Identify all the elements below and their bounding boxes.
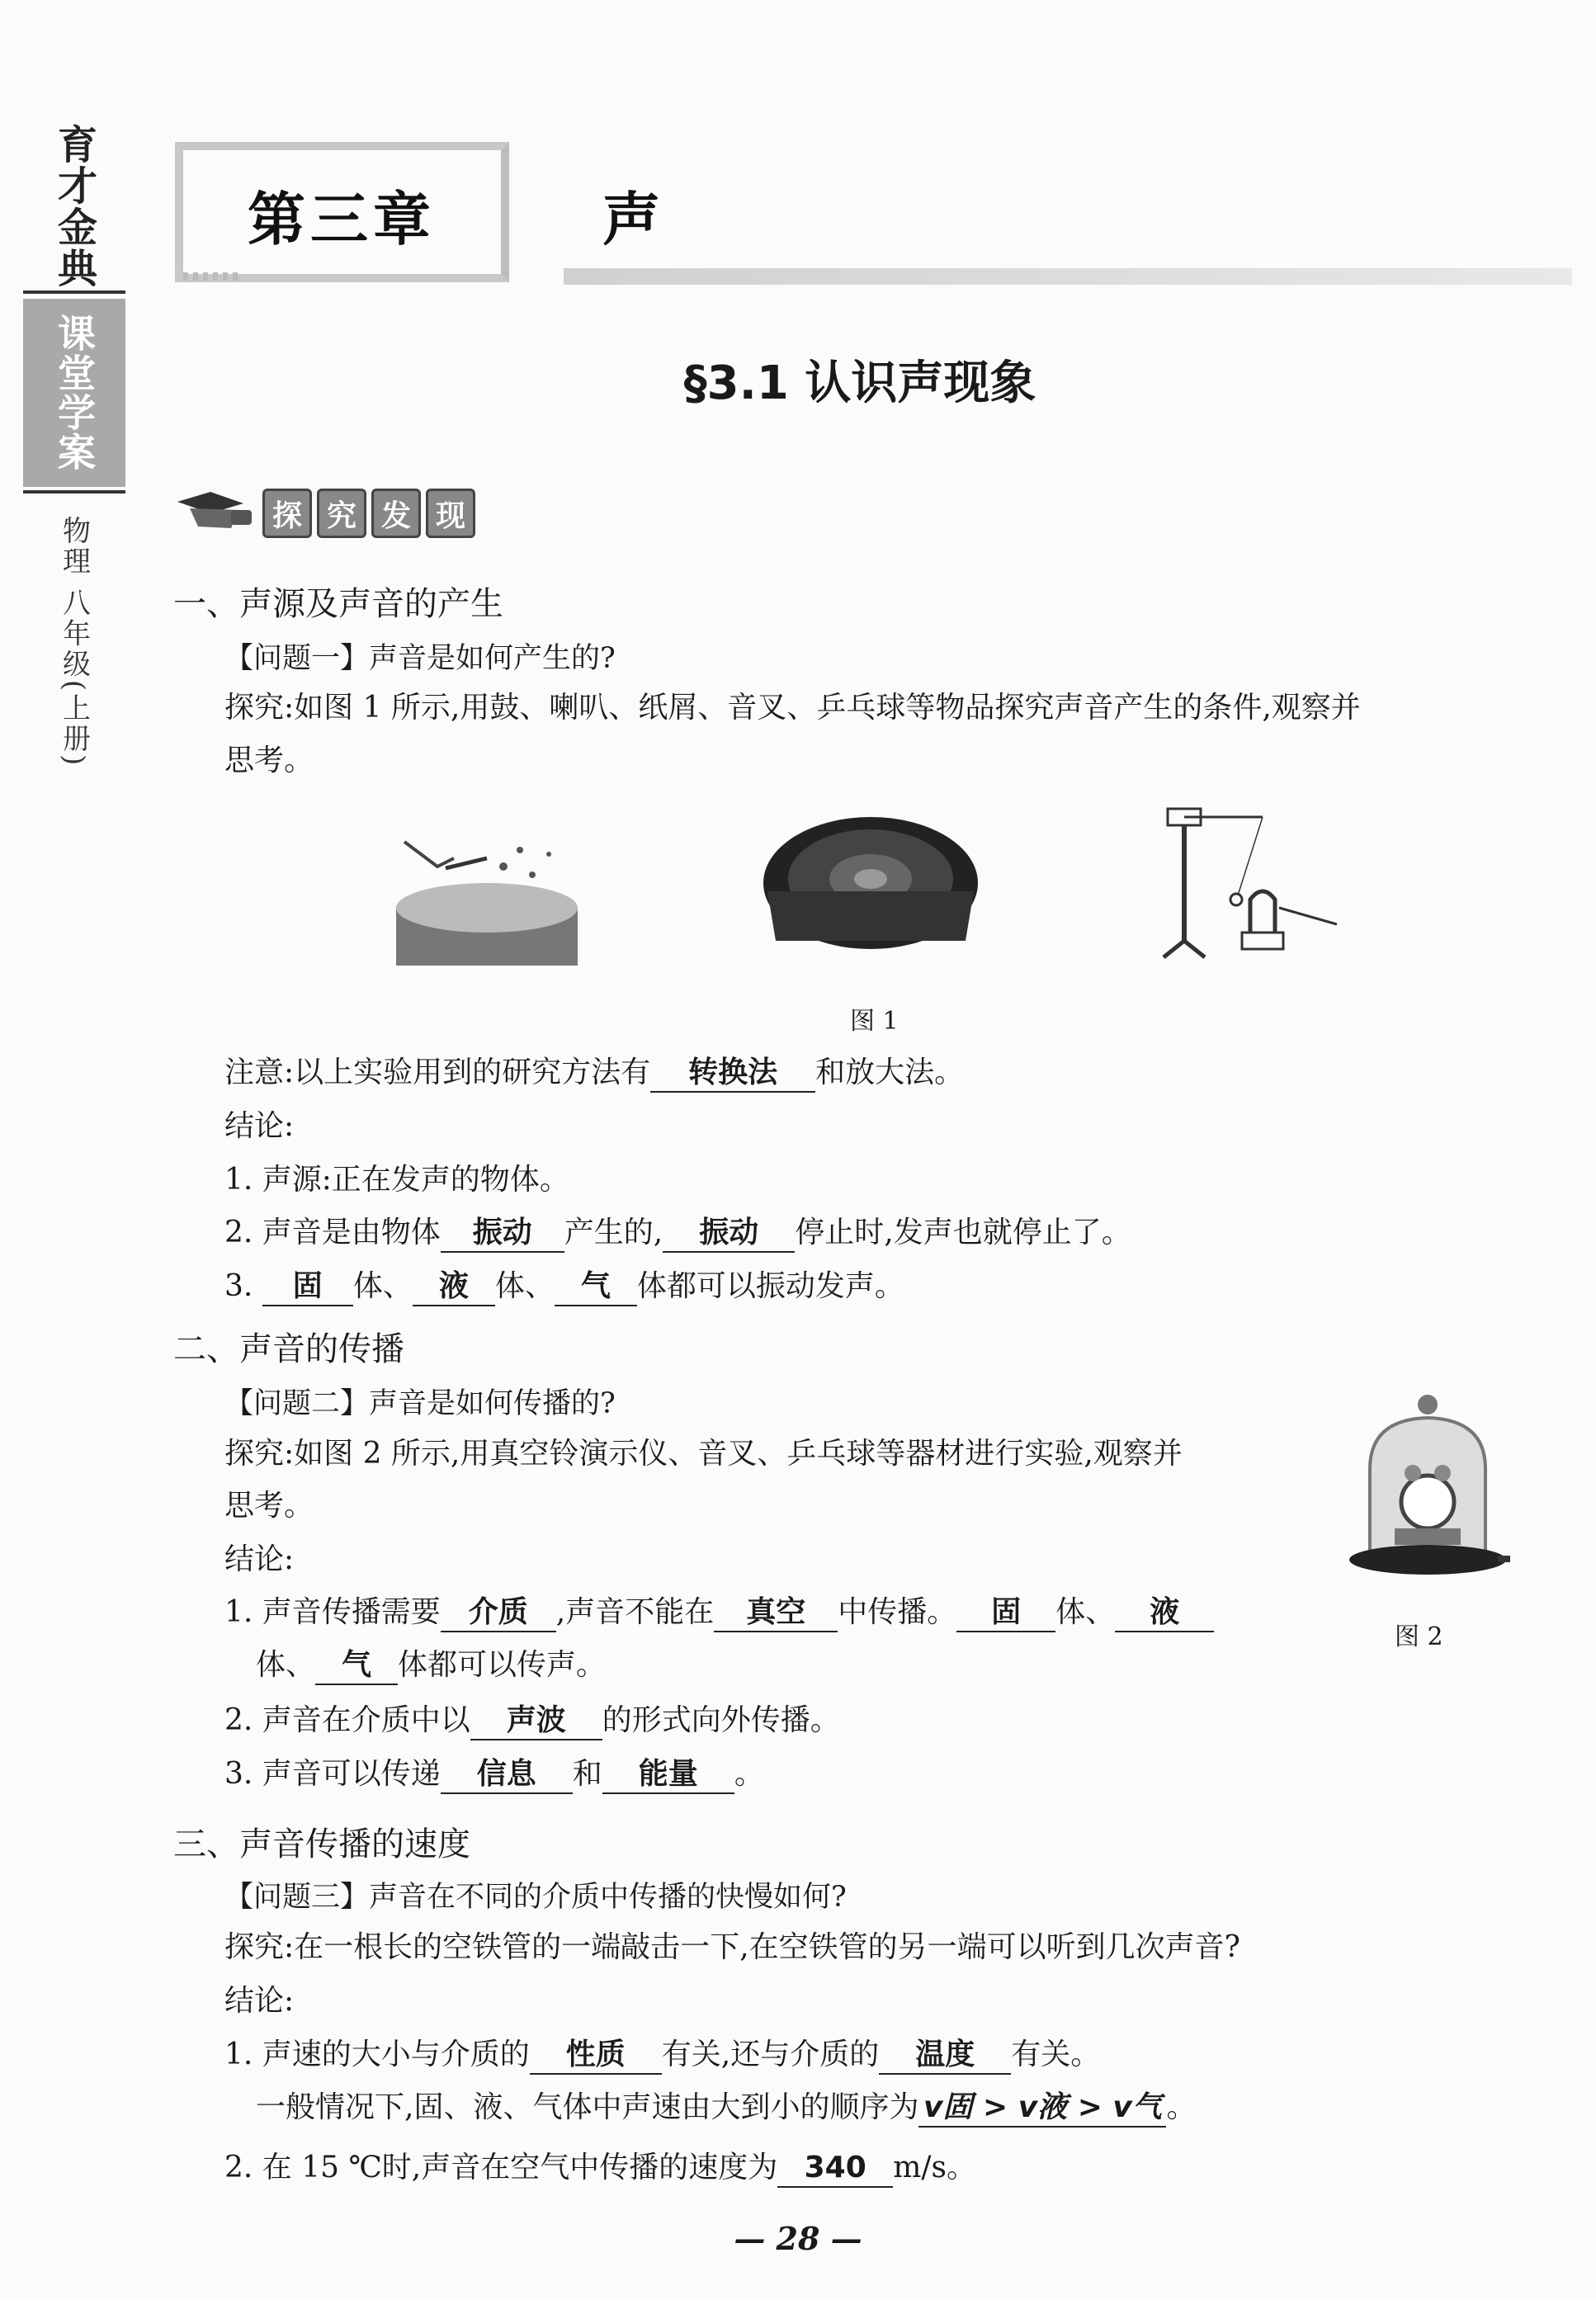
section-heading: 二、声音的传播 xyxy=(173,1330,404,1368)
figure-caption: 图 1 xyxy=(850,1007,899,1036)
conclusion-label: 结论: xyxy=(224,1984,295,2018)
tuning-fork-illustration xyxy=(1147,792,1362,974)
answer-blank: 介质 xyxy=(441,1594,556,1632)
conclusion-item: 3. 声音可以传递 信息 和 能量 。 xyxy=(224,1756,764,1794)
conclusion-item: 1. 声速的大小与介质的 性质 有关,还与介质的 温度 有关。 xyxy=(224,2037,1100,2075)
answer-blank: 340 xyxy=(777,2150,893,2188)
question: 【问题二】声音是如何传播的? xyxy=(224,1387,616,1420)
conclusion-item: 2. 声音在介质中以 声波 的形式向外传播。 xyxy=(224,1703,840,1740)
question: 【问题三】声音在不同的介质中传播的快慢如何? xyxy=(224,1881,847,1914)
conclusion-label: 结论: xyxy=(224,1542,295,1576)
question: 【问题一】声音是如何产生的? xyxy=(224,642,616,675)
section-heading: 三、声音传播的速度 xyxy=(173,1825,470,1863)
figure-caption: 图 2 xyxy=(1395,1622,1443,1651)
chapter-number: 第三章 xyxy=(248,186,436,253)
answer-blank: 真空 xyxy=(714,1594,838,1632)
subject-label: 物理 八年级(上册) xyxy=(57,516,91,768)
brand-title: 育才金典 xyxy=(50,124,97,289)
answer-blank: 转换法 xyxy=(650,1055,815,1093)
answer-blank: 气 xyxy=(315,1647,398,1685)
hat-icon xyxy=(173,485,256,535)
divider xyxy=(23,490,125,494)
conclusion-item: 3. 固 体、 液 体、 气 体都可以振动发声。 xyxy=(224,1268,904,1306)
answer-blank: 气 xyxy=(555,1268,637,1306)
answer-blank: 液 xyxy=(1115,1594,1214,1632)
header-decoration xyxy=(183,272,241,281)
explore-text: 探究:如图 2 所示,用真空铃演示仪、音叉、乒乓球等器材进行实验,观察并 xyxy=(224,1437,1183,1471)
conclusion-label: 结论: xyxy=(224,1109,295,1143)
answer-blank: 能量 xyxy=(602,1756,734,1794)
conclusion-item-cont: 一般情况下,固、液、气体中声速由大到小的顺序为 v固 > v液 > v气 。 xyxy=(256,2090,1196,2128)
conclusion-item: 1. 声源:正在发声的物体。 xyxy=(224,1163,569,1197)
answer-blank: 固 xyxy=(956,1594,1055,1632)
explore-text: 探究:如图 1 所示,用鼓、喇叭、纸屑、音叉、乒乓球等物品探究声音产生的条件,观察并 xyxy=(224,691,1361,725)
chapter-bar xyxy=(564,268,1572,285)
conclusion-item: 2. 声音是由物体 振动 产生的, 振动 停止时,发声也就停止了。 xyxy=(224,1215,1131,1253)
note-line: 注意:以上实验用到的研究方法有 转换法 和放大法。 xyxy=(224,1055,964,1093)
drum-illustration xyxy=(388,817,586,974)
page-number: — 28 — xyxy=(734,2220,862,2257)
answer-blank: 振动 xyxy=(441,1215,564,1253)
bell-jar-illustration xyxy=(1345,1386,1510,1593)
answer-blank: 固 xyxy=(262,1268,353,1306)
explore-text-cont: 思考。 xyxy=(224,1489,314,1523)
section-title: §3.1 认识声现象 xyxy=(683,357,1036,410)
divider xyxy=(23,290,125,294)
conclusion-item-cont: 体、 气 体都可以传声。 xyxy=(256,1647,606,1685)
explore-text-cont: 思考。 xyxy=(224,744,314,777)
answer-blank: 液 xyxy=(413,1268,495,1306)
answer-blank: 信息 xyxy=(441,1756,573,1794)
speaker-illustration xyxy=(759,801,982,966)
course-badge: 课堂学案 xyxy=(23,299,125,487)
answer-blank: 性质 xyxy=(530,2037,662,2075)
chapter-name: 声 xyxy=(602,186,660,253)
section-heading: 一、声源及声音的产生 xyxy=(173,585,503,623)
conclusion-item: 2. 在 15 ℃时,声音在空气中传播的速度为 340 m/s。 xyxy=(224,2150,976,2188)
explore-text: 探究:在一根长的空铁管的一端敲击一下,在空铁管的另一端可以听到几次声音? xyxy=(224,1930,1240,1964)
explore-label: 探 究 发 现 xyxy=(262,489,475,538)
answer-blank: v固 > v液 > v气 xyxy=(918,2090,1166,2128)
conclusion-item: 1. 声音传播需要 介质 ,声音不能在 真空 中传播。 固 体、 液 xyxy=(224,1594,1355,1632)
answer-blank: 温度 xyxy=(879,2037,1011,2075)
answer-blank: 声波 xyxy=(470,1703,602,1740)
answer-blank: 振动 xyxy=(663,1215,795,1253)
